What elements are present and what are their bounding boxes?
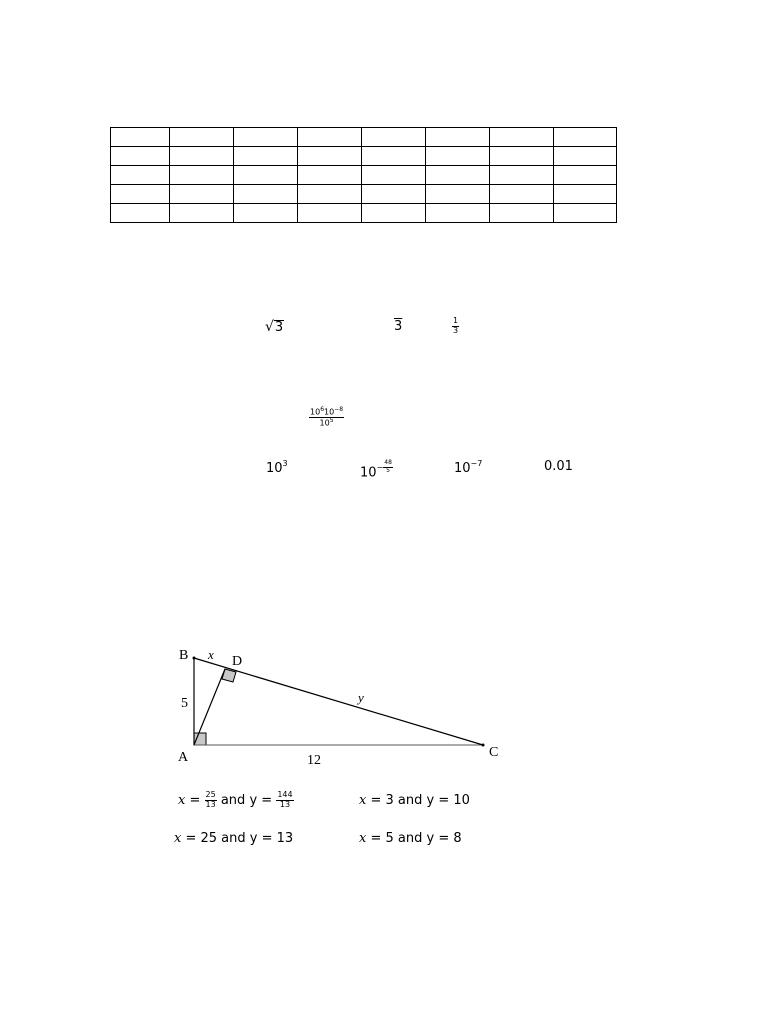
option-sqrt-3: √ 3 <box>265 319 284 335</box>
option-10-power-neg-7: $10^{-7}$ <box>454 459 483 476</box>
table-row <box>111 166 617 185</box>
table-cell <box>298 204 362 223</box>
table-cell <box>170 185 234 204</box>
table-cell <box>554 166 617 185</box>
table-cell <box>111 147 170 166</box>
table-cell <box>362 147 426 166</box>
table-cell <box>111 204 170 223</box>
table-row <box>111 147 617 166</box>
table-cell <box>234 128 298 147</box>
triangle-diagram <box>170 640 510 775</box>
table-cell <box>170 166 234 185</box>
table-cell <box>298 128 362 147</box>
table-cell <box>490 128 554 147</box>
label-ac-length: 12 <box>307 753 321 768</box>
option-0-01: 0.01 <box>544 459 573 474</box>
table-cell <box>298 185 362 204</box>
table-row <box>111 185 617 204</box>
table-cell <box>426 128 490 147</box>
table-row <box>111 128 617 147</box>
option-a-fractions: x = $\frac{25}{13}$ and y = $\frac{144}{13}$ <box>178 790 293 809</box>
vertex-b <box>193 657 196 660</box>
option-10-power-3: $10^3$ <box>266 459 288 476</box>
table-cell <box>170 147 234 166</box>
table-row <box>111 204 617 223</box>
table-cell <box>426 204 490 223</box>
table-cell <box>490 185 554 204</box>
table-cell <box>362 204 426 223</box>
label-y: y <box>358 690 364 705</box>
label-x: x <box>208 647 214 662</box>
table-cell <box>362 166 426 185</box>
table-cell <box>170 128 234 147</box>
table-cell <box>554 147 617 166</box>
table-cell <box>490 147 554 166</box>
table-cell <box>234 204 298 223</box>
table-cell <box>111 128 170 147</box>
altitude-ad <box>194 669 225 745</box>
label-d: D <box>232 654 243 669</box>
table-cell <box>426 147 490 166</box>
table-cell <box>234 185 298 204</box>
vertex-c <box>482 744 485 747</box>
option-b-3-10: x = 3 and y = 10 <box>359 793 470 808</box>
label-c: C <box>489 745 499 760</box>
side-bc <box>194 658 483 745</box>
table-cell <box>111 166 170 185</box>
table-cell <box>490 204 554 223</box>
table-cell <box>362 128 426 147</box>
label-b: B <box>179 648 189 663</box>
table-cell <box>554 128 617 147</box>
table-cell <box>170 204 234 223</box>
table-cell <box>234 147 298 166</box>
table-cell <box>426 166 490 185</box>
table-cell <box>554 204 617 223</box>
option-10-power-neg-48-5: $10^{- \frac{48}{5}}$ <box>360 459 392 481</box>
table-cell <box>426 185 490 204</box>
empty-table <box>110 127 617 223</box>
option-c-25-13: x = 25 and y = 13 <box>174 831 294 846</box>
table-cell <box>298 166 362 185</box>
table-cell <box>111 185 170 204</box>
table-cell <box>490 166 554 185</box>
label-a: A <box>178 750 189 765</box>
exponent-expression: $10^610^{-8}$ $10^5$ <box>310 406 344 429</box>
label-ab-length: 5 <box>181 696 188 711</box>
option-3-overline: 3 <box>394 319 403 334</box>
table-cell <box>298 147 362 166</box>
option-one-third: $\frac{1}{3}$ <box>453 316 459 335</box>
option-d-5-8: x = 5 and y = 8 <box>359 831 462 846</box>
table-cell <box>554 185 617 204</box>
table-cell <box>234 166 298 185</box>
table-cell <box>362 185 426 204</box>
